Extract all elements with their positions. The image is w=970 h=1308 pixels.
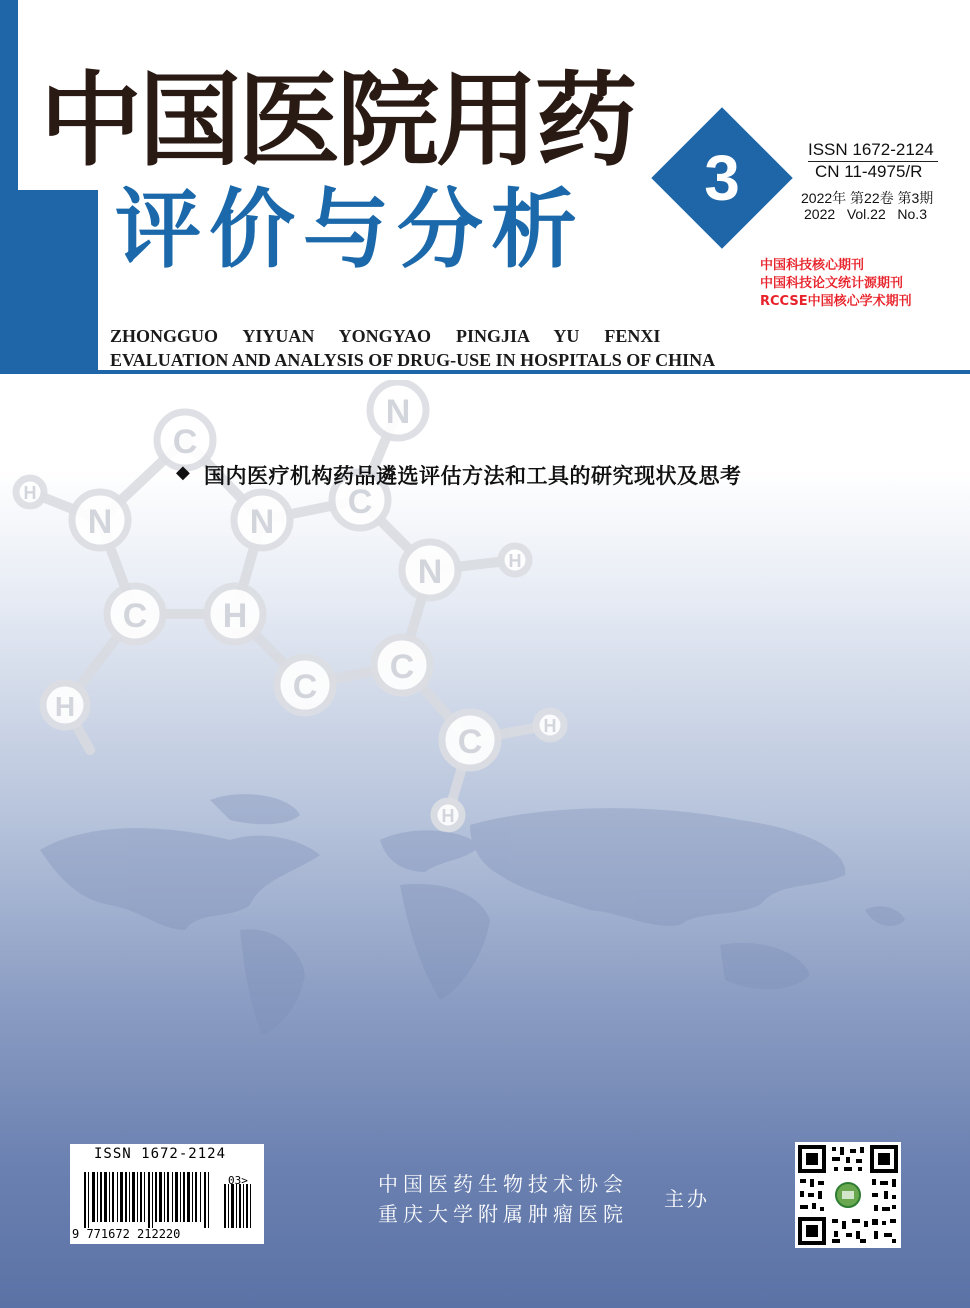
- molecule-atom-label: H: [543, 716, 557, 736]
- molecule-atom-label: C: [292, 668, 318, 706]
- molecule-atom-label: N: [249, 503, 275, 541]
- indexing-label: 中国科技核心期刊: [760, 258, 865, 273]
- cn-label: CN 11-4975/R: [815, 162, 923, 181]
- molecule-atom-label: N: [87, 503, 113, 541]
- barcode-digits: 9 771672 212220: [72, 1227, 181, 1241]
- featured-article-title: 国内医疗机构药品遴选评估方法和工具的研究现状及思考: [204, 463, 742, 488]
- journal-subtitle-cn: 评价与分析: [115, 180, 585, 280]
- left-accent-bar: [0, 0, 18, 190]
- sponsor-name: 重庆大学附属肿瘤医院: [378, 1202, 628, 1226]
- left-accent-block: [0, 190, 98, 370]
- molecule-atom-label: H: [54, 691, 76, 722]
- qr-code-pattern: [798, 1145, 898, 1245]
- date-volume-cn: 2022年 第22卷 第3期: [801, 190, 934, 206]
- molecule-atom-label: N: [417, 553, 443, 591]
- molecule-atom-label: C: [457, 723, 483, 761]
- molecule-atom-label: C: [389, 648, 415, 686]
- molecule-atom-label: H: [508, 551, 522, 571]
- molecule-atom-label: N: [385, 393, 411, 431]
- barcode-issn: ISSN 1672-2124: [94, 1146, 227, 1162]
- issue-number: 3: [704, 142, 740, 214]
- date-volume-en: 2022 Vol.22 No.3: [804, 206, 927, 222]
- issn-label: ISSN 1672-2124: [808, 140, 934, 159]
- sponsor-role: 主办: [664, 1187, 710, 1211]
- molecule-illustration: [0, 380, 600, 840]
- barcode-addon: 03>: [228, 1174, 248, 1187]
- world-map-illustration: [0, 780, 970, 1040]
- barcode-panel: [70, 1144, 264, 1244]
- molecule-atom-label: H: [23, 483, 37, 503]
- molecule-atom-label: C: [347, 483, 373, 521]
- pinyin-title: ZHONGGUO YIYUAN YONGYAO PINGJIA YU FENXI: [110, 326, 661, 346]
- molecule-atom-label: H: [441, 806, 455, 826]
- headline-bullet-icon: ◆: [176, 462, 190, 483]
- journal-title-cn: 中国医院用药: [40, 61, 634, 181]
- indexing-label: 中国科技论文统计源期刊: [760, 276, 904, 291]
- qr-code[interactable]: [795, 1142, 901, 1248]
- indexing-label: RCCSE中国核心学术期刊: [760, 294, 912, 309]
- sponsor-name: 中国医药生物技术协会: [378, 1172, 628, 1196]
- english-title: EVALUATION AND ANALYSIS OF DRUG-USE IN HOSPITALS OF CHINA: [110, 350, 716, 370]
- molecule-atom-label: C: [172, 423, 198, 461]
- molecule-atom-label: H: [222, 597, 248, 635]
- molecule-atom-label: C: [122, 597, 148, 635]
